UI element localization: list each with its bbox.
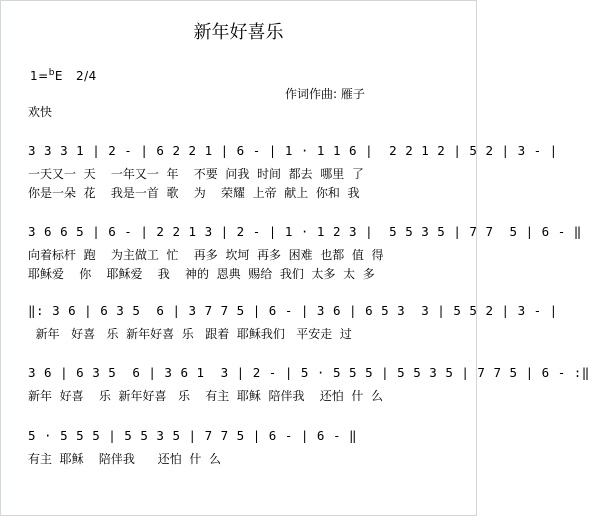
notation-row-2: 3 6 6 5 | 6 - | 2 2 1 3 | 2 - | 1 · 1 2 3 | 5 5 3 5 | 7 7 5 | 6 - ‖: [28, 224, 582, 239]
notation-row-4: 3 6 | 6 3 5 6 | 3 6 1 3 | 2 - | 5 · 5 5 5 | 5 5 3 5 | 7 7 5 | 6 - :‖: [28, 365, 590, 380]
lyric-row-5: 有主 耶稣 陪伴我 还怕 什 么: [28, 452, 222, 466]
composer-credit: 作词作曲: 雁子: [285, 87, 365, 101]
lyric-row-3: 新年 好喜 乐 新年好喜 乐 跟着 耶稣我们 平安走 过: [28, 327, 352, 341]
key-prefix: 1=: [30, 69, 49, 83]
song-title: 新年好喜乐: [193, 22, 284, 43]
time-signature: 2/4: [75, 69, 97, 83]
notation-row-3: ‖: 3 6 | 6 3 5 6 | 3 7 7 5 | 6 - | 3 6 | 6 5 3 3 | 5 5 2 | 3 - |: [28, 303, 558, 318]
lyric-row-2-verse-2: 耶稣爱 你 耶稣爱 我 神的 恩典 赐给 我们 太多 太 多: [28, 267, 375, 281]
key-signature: [30, 68, 97, 83]
tempo-marking: 欢快: [28, 105, 53, 119]
notation-row-1: 3 3 3 1 | 2 - | 6 2 2 1 | 6 - | 1 · 1 1 6 | 2 2 1 2 | 5 2 | 3 - |: [28, 143, 558, 158]
lyric-row-1-verse-2: 你是一朵 花 我是一首 歌 为 荣耀 上帝 献上 你和 我: [28, 186, 360, 200]
lyric-row-2-verse-1: 向着标杆 跑 为主做工 忙 再多 坎坷 再多 困难 也都 值 得: [28, 248, 384, 262]
lyric-row-4: 新年 好喜 乐 新年好喜 乐 有主 耶稣 陪伴我 还怕 什 么: [28, 389, 383, 403]
key-note: E: [54, 69, 64, 83]
key-flat: b: [48, 68, 55, 78]
lyric-row-1-verse-1: 一天又一 天 一年又一 年 不要 问我 时间 都去 哪里 了: [28, 167, 364, 181]
notation-row-5: 5 · 5 5 5 | 5 5 3 5 | 7 7 5 | 6 - | 6 - ‖: [28, 428, 358, 443]
